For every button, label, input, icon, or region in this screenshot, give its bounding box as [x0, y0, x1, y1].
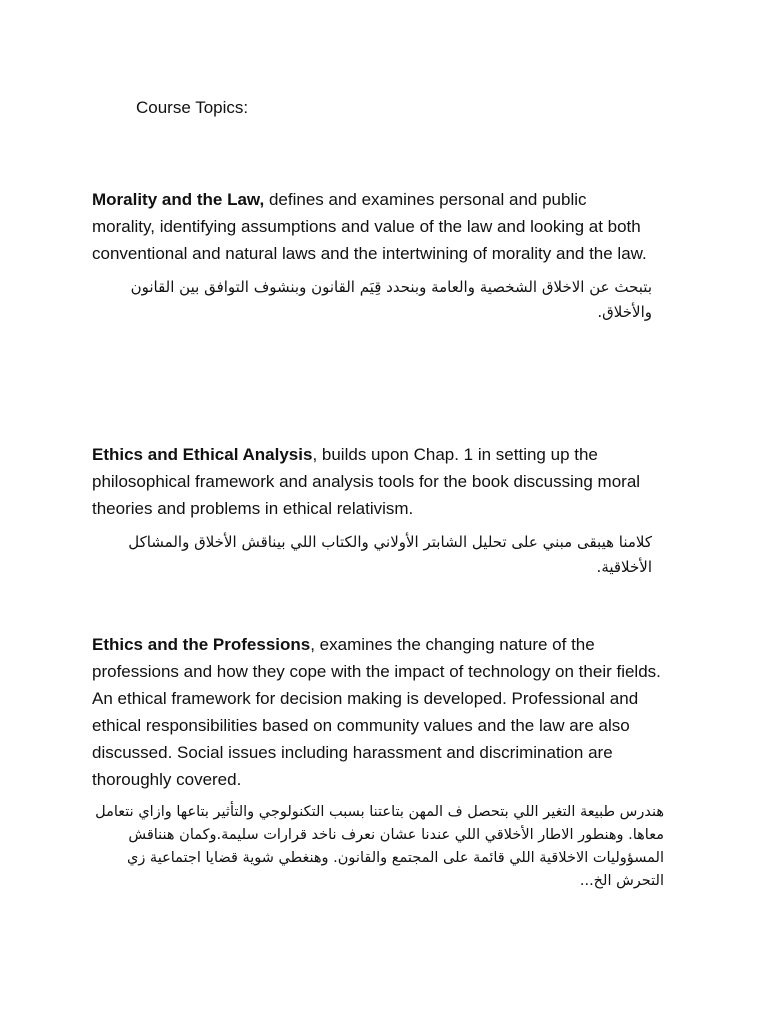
- topic-arabic-summary: بتبحث عن الاخلاق الشخصية والعامة وبنحدد قِيَم القانون وبنشوف التوافق بين القانون والأخلاق.: [130, 278, 652, 321]
- topic-arabic-summary: هندرس طبيعة التغير اللي بتحصل ف المهن بتاعتنا بسبب التكنولوجي والتأثير بتاعها وازاي نتعامل معاها. وهنطور الاطار الأخلاقي اللي عندنا عشان نعرف ناخد قرارات سليمة.وكمان هنناقش المسؤوليات الاخلاقية اللي قائمة على المجتمع والقانون. وهنغطي شوية قضايا اجتماعية زي التحرش الخ...: [95, 804, 664, 889]
- topic-english-text: [92, 441, 652, 522]
- topic-morality-and-law: [92, 186, 652, 325]
- page-heading: Course Topics:: [136, 98, 249, 117]
- topic-description: , examines the changing nature of the professions and how they cope with the impact of technology on their fields. An ethical framework for decision making is developed. Professional and ethical responsibilities based on community values and the law are also discussed. Social issues including harassment and discrimination are thoroughly covered.: [92, 635, 661, 789]
- topic-title: Ethics and Ethical Analysis: [92, 445, 313, 464]
- topic-title: Morality and the Law,: [92, 190, 265, 209]
- topic-title: Ethics and the Professions: [92, 635, 311, 654]
- topic-english-text: [92, 631, 664, 793]
- topic-ethics-and-ethical-analysis: [92, 441, 652, 580]
- topic-ethics-and-professions: [92, 631, 664, 893]
- topic-arabic-summary: كلامنا هيبقى مبني على تحليل الشابتر الأولاني والكتاب اللي بيناقش الأخلاق والمشاكل الأخلاقية.: [128, 533, 652, 576]
- topic-description: , builds upon Chap. 1 in setting up the philosophical framework and analysis tools for the book discussing moral theories and problems in ethical relativism.: [92, 445, 641, 518]
- topic-english-text: [92, 186, 652, 267]
- topic-description: defines and examines personal and public morality, identifying assumptions and value of the law and looking at both conventional and natural laws and the intertwining of morality and the law.: [92, 190, 647, 263]
